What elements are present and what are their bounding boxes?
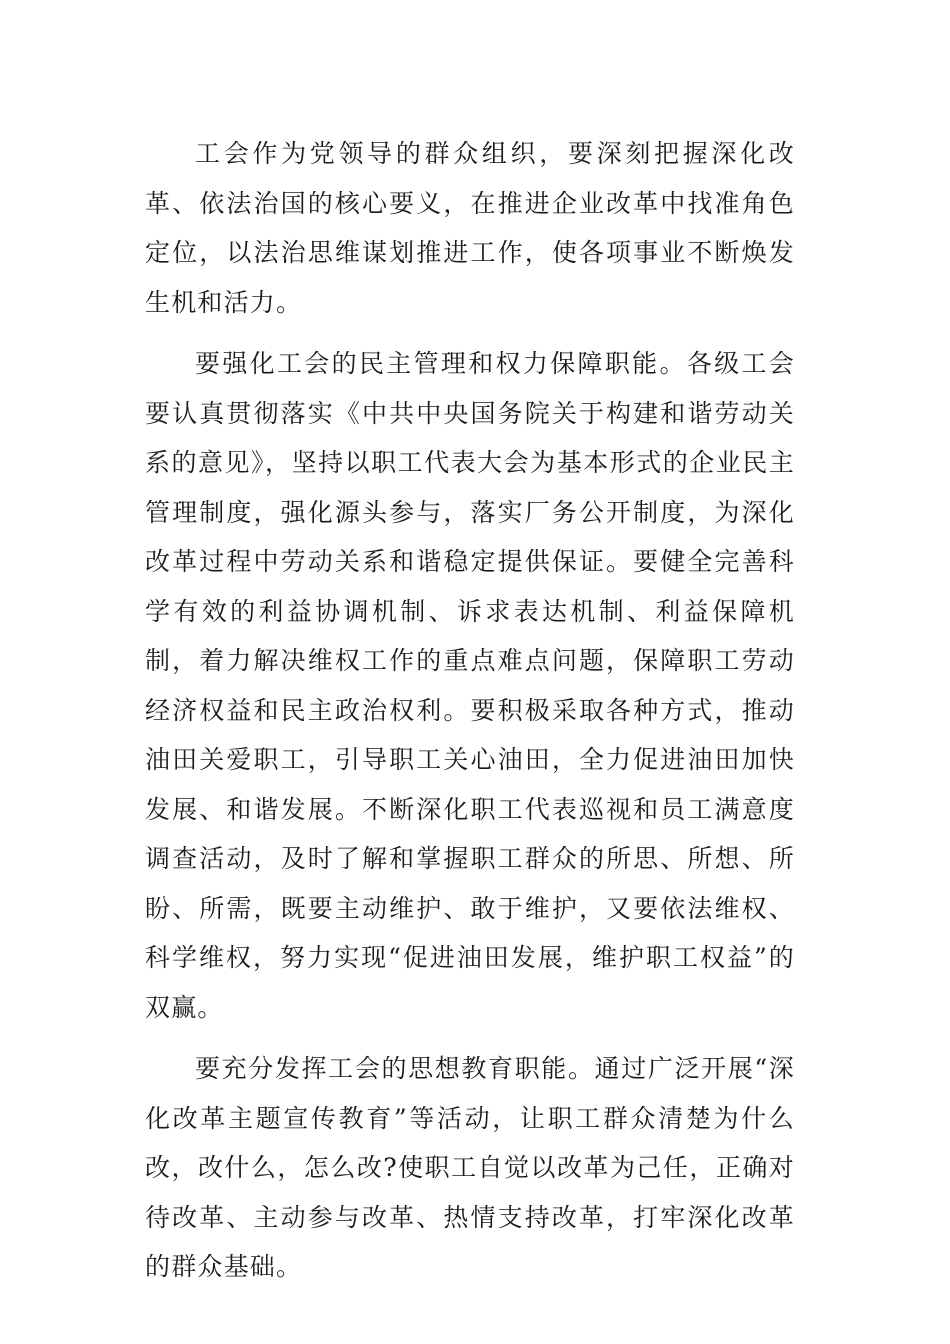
document-body: [145, 129, 795, 1292]
paragraph-3: 要充分发挥工会的思想教育职能。通过广泛开展“深化改革主题宣传教育”等活动，让职工群众清楚为什么改，改什么，怎么改?使职工自觉以改革为己任，正确对待改革、主动参与改革、热情支持改革，打牢深化改革的群众基础。: [145, 1054, 795, 1281]
paragraph-2: 要强化工会的民主管理和权力保障职能。各级工会要认真贯彻落实《中共中央国务院关于构建和谐劳动关系的意见》，坚持以职工代表大会为基本形式的企业民主管理制度，强化源头参与，落实厂务公开制度，为深化改革过程中劳动关系和谐稳定提供保证。要健全完善科学有效的利益协调机制、诉求表达机制、利益保障机制，着力解决维权工作的重点难点问题，保障职工劳动经济权益和民主政治权利。要积极采取各种方式，推动油田关爱职工，引导职工关心油田，全力促进油田加快发展、和谐发展。不断深化职工代表巡视和员工满意度调查活动，及时了解和掌握职工群众的所思、所想、所盼、所需，既要主动维护、敢于维护，又要依法维权、科学维权，努力实现“促进油田发展，维护职工权益”的双赢。: [145, 349, 795, 1022]
paragraph-1: 工会作为党领导的群众组织，要深刻把握深化改革、依法治国的核心要义，在推进企业改革中找准角色定位，以法治思维谋划推进工作，使各项事业不断焕发生机和活力。: [145, 139, 795, 317]
